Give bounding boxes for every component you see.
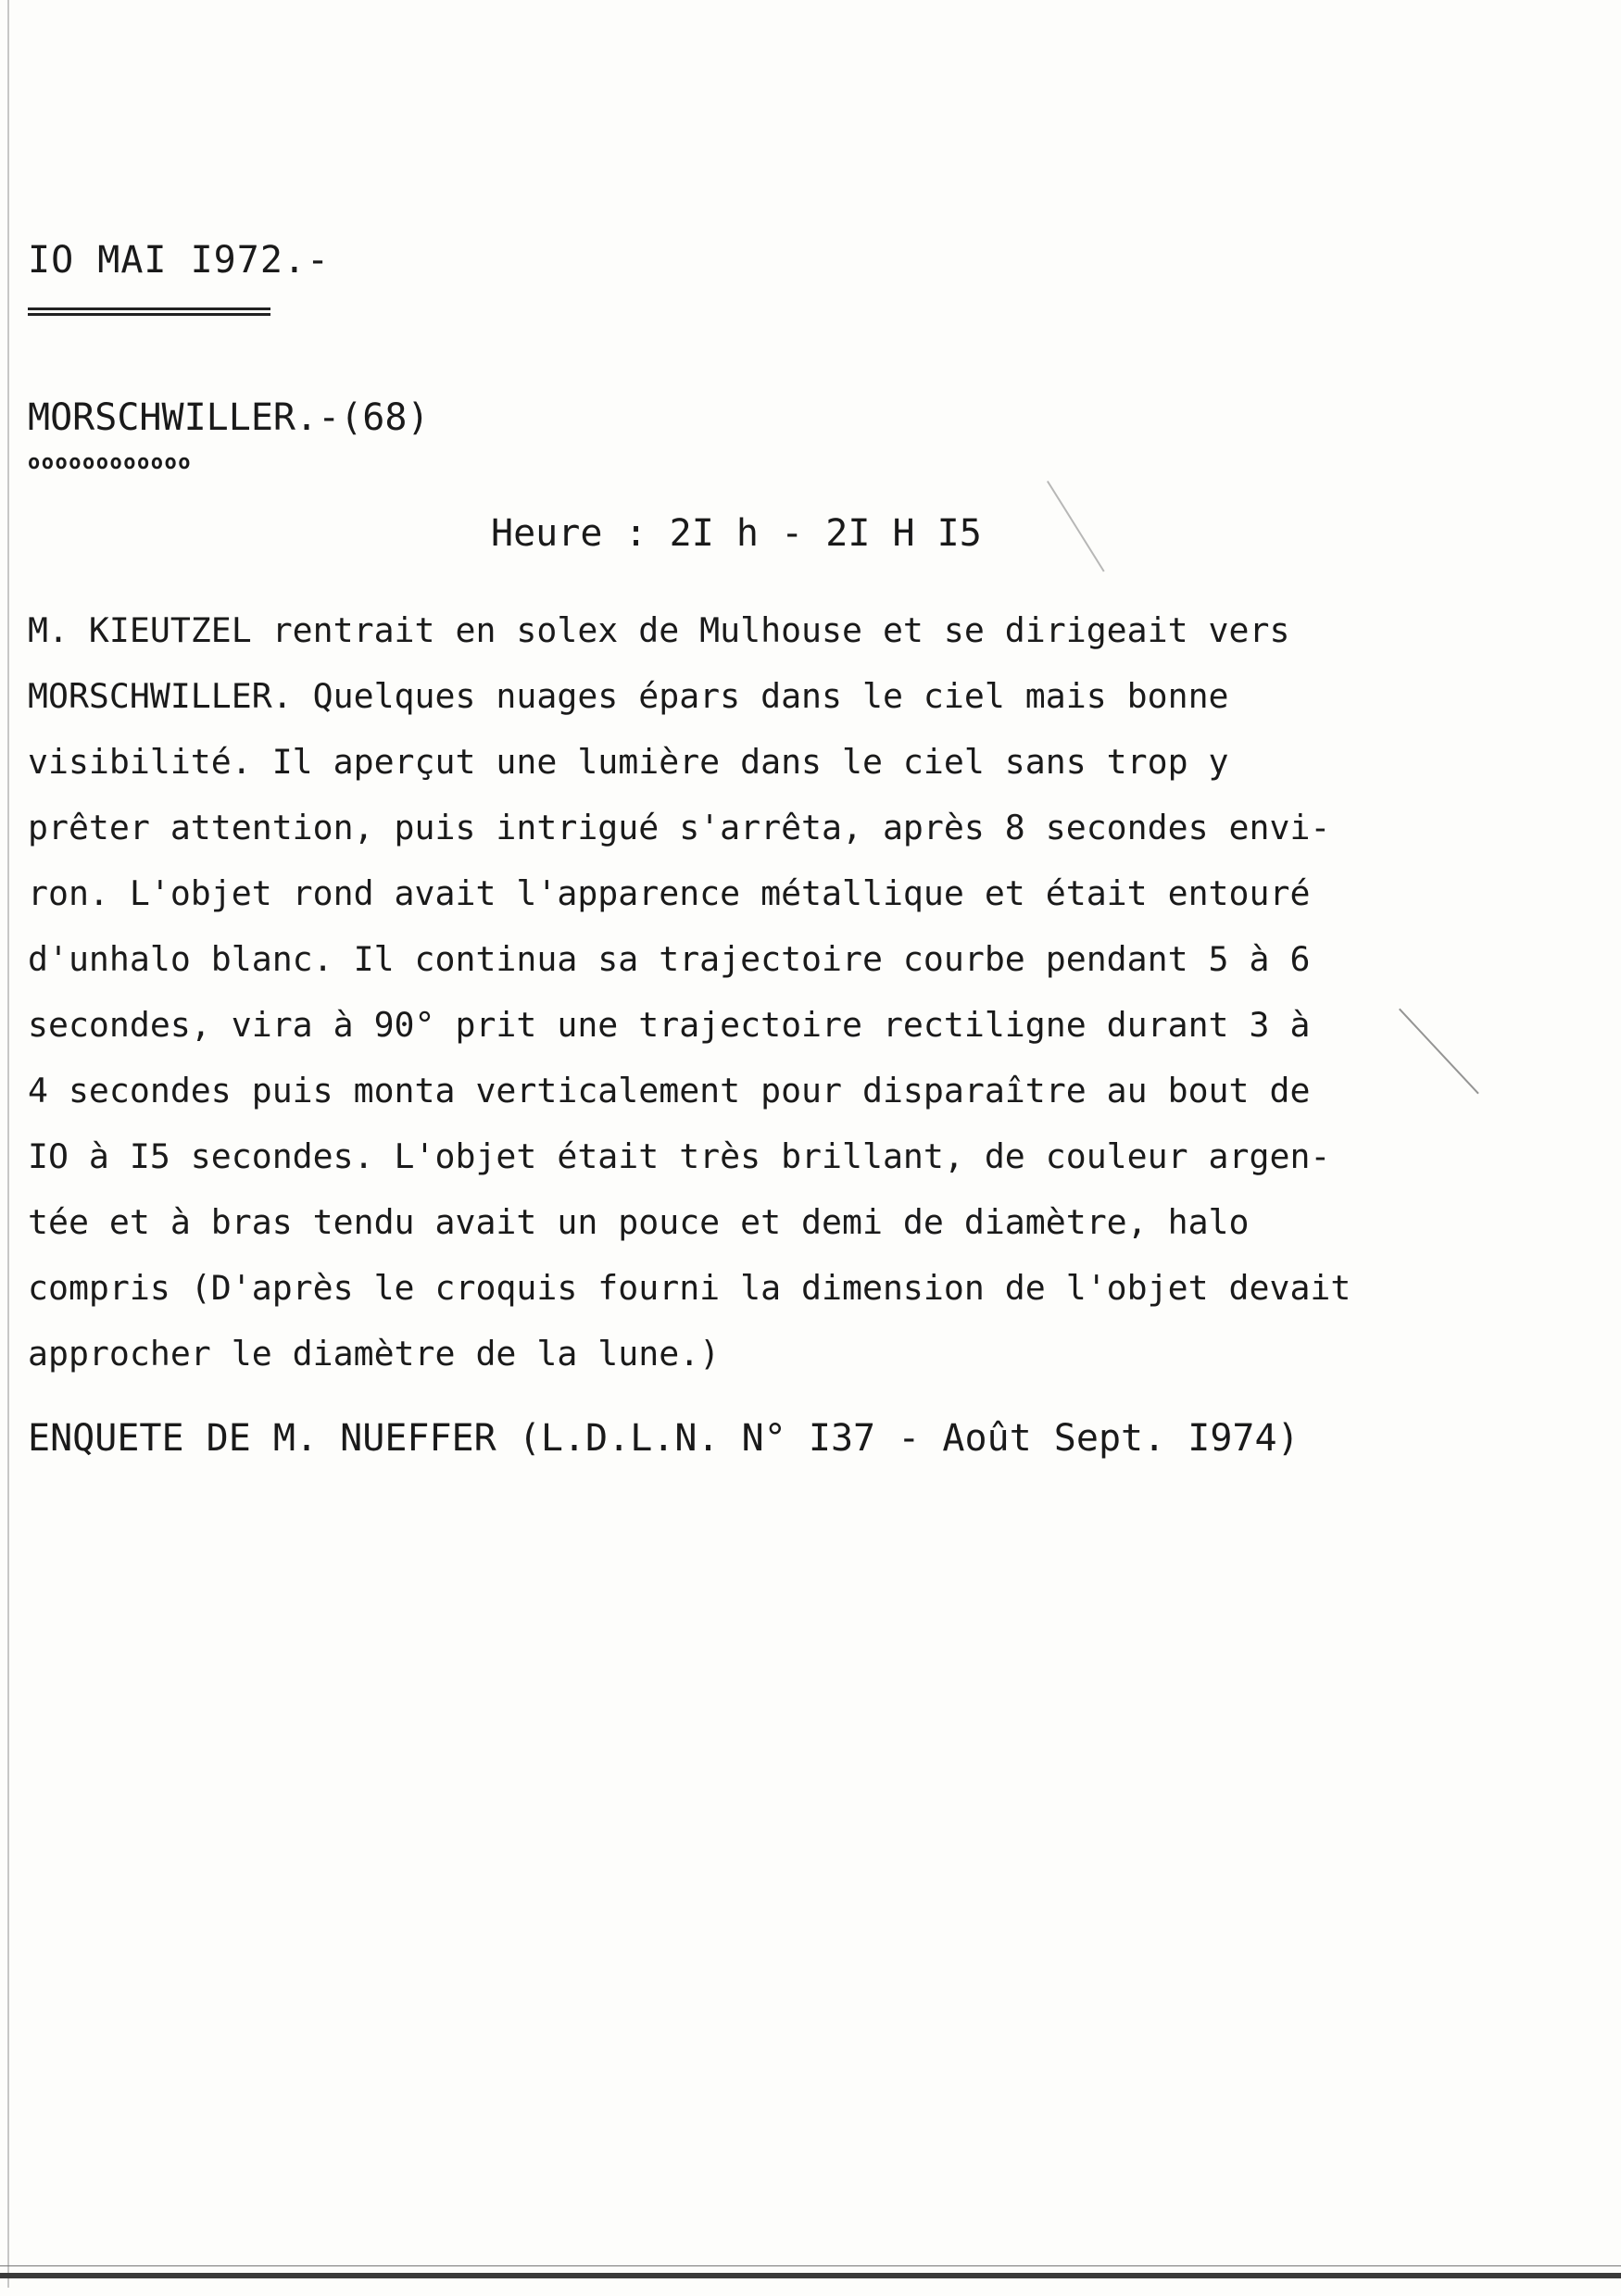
body-line: tée et à bras tendu avait un pouce et demi de diamètre, halo: [28, 1202, 1250, 1242]
body-line: MORSCHWILLER. Quelques nuages épars dans le ciel mais bonne: [28, 676, 1229, 716]
body-line: visibilité. Il aperçut une lumière dans le ciel sans trop y: [28, 742, 1229, 782]
body-line: d'unhalo blanc. Il continua sa trajectoire courbe pendant 5 à 6: [28, 939, 1311, 979]
bottom-rule: [0, 2273, 1621, 2278]
body-line: approcher le diamètre de la lune.): [28, 1334, 721, 1374]
body-line: prêter attention, puis intrigué s'arrêta, après 8 secondes envi-: [28, 808, 1331, 847]
body-line: compris (D'après le croquis fourni la dimension de l'objet devait: [28, 1268, 1351, 1308]
report-time: Heure : 2I h - 2I H I5: [491, 512, 982, 555]
source-reference: ENQUETE DE M. NUEFFER (L.D.L.N. N° I37 - Août Sept. I974): [28, 1417, 1300, 1460]
body-line: IO à I5 secondes. L'objet était très brillant, de couleur argen-: [28, 1136, 1331, 1176]
report-location: MORSCHWILLER.-(68): [28, 396, 430, 439]
body-line: M. KIEUTZEL rentrait en solex de Mulhouse et se dirigeait vers: [28, 610, 1290, 650]
report-date: IO MAI I972.-: [28, 239, 331, 282]
report-body: [28, 597, 1510, 1386]
body-line: 4 secondes puis monta verticalement pour disparaître au bout de: [28, 1071, 1311, 1110]
left-margin-line: [7, 0, 9, 2288]
body-line: ron. L'objet rond avait l'apparence métallique et était entouré: [28, 873, 1311, 913]
date-underline: [28, 307, 270, 316]
body-line: secondes, vira à 90° prit une trajectoire rectiligne durant 3 à: [28, 1005, 1311, 1045]
location-underline: oooooooooooo: [28, 451, 192, 474]
pencil-mark: [1047, 481, 1105, 572]
bottom-thin-rule: [0, 2265, 1621, 2266]
